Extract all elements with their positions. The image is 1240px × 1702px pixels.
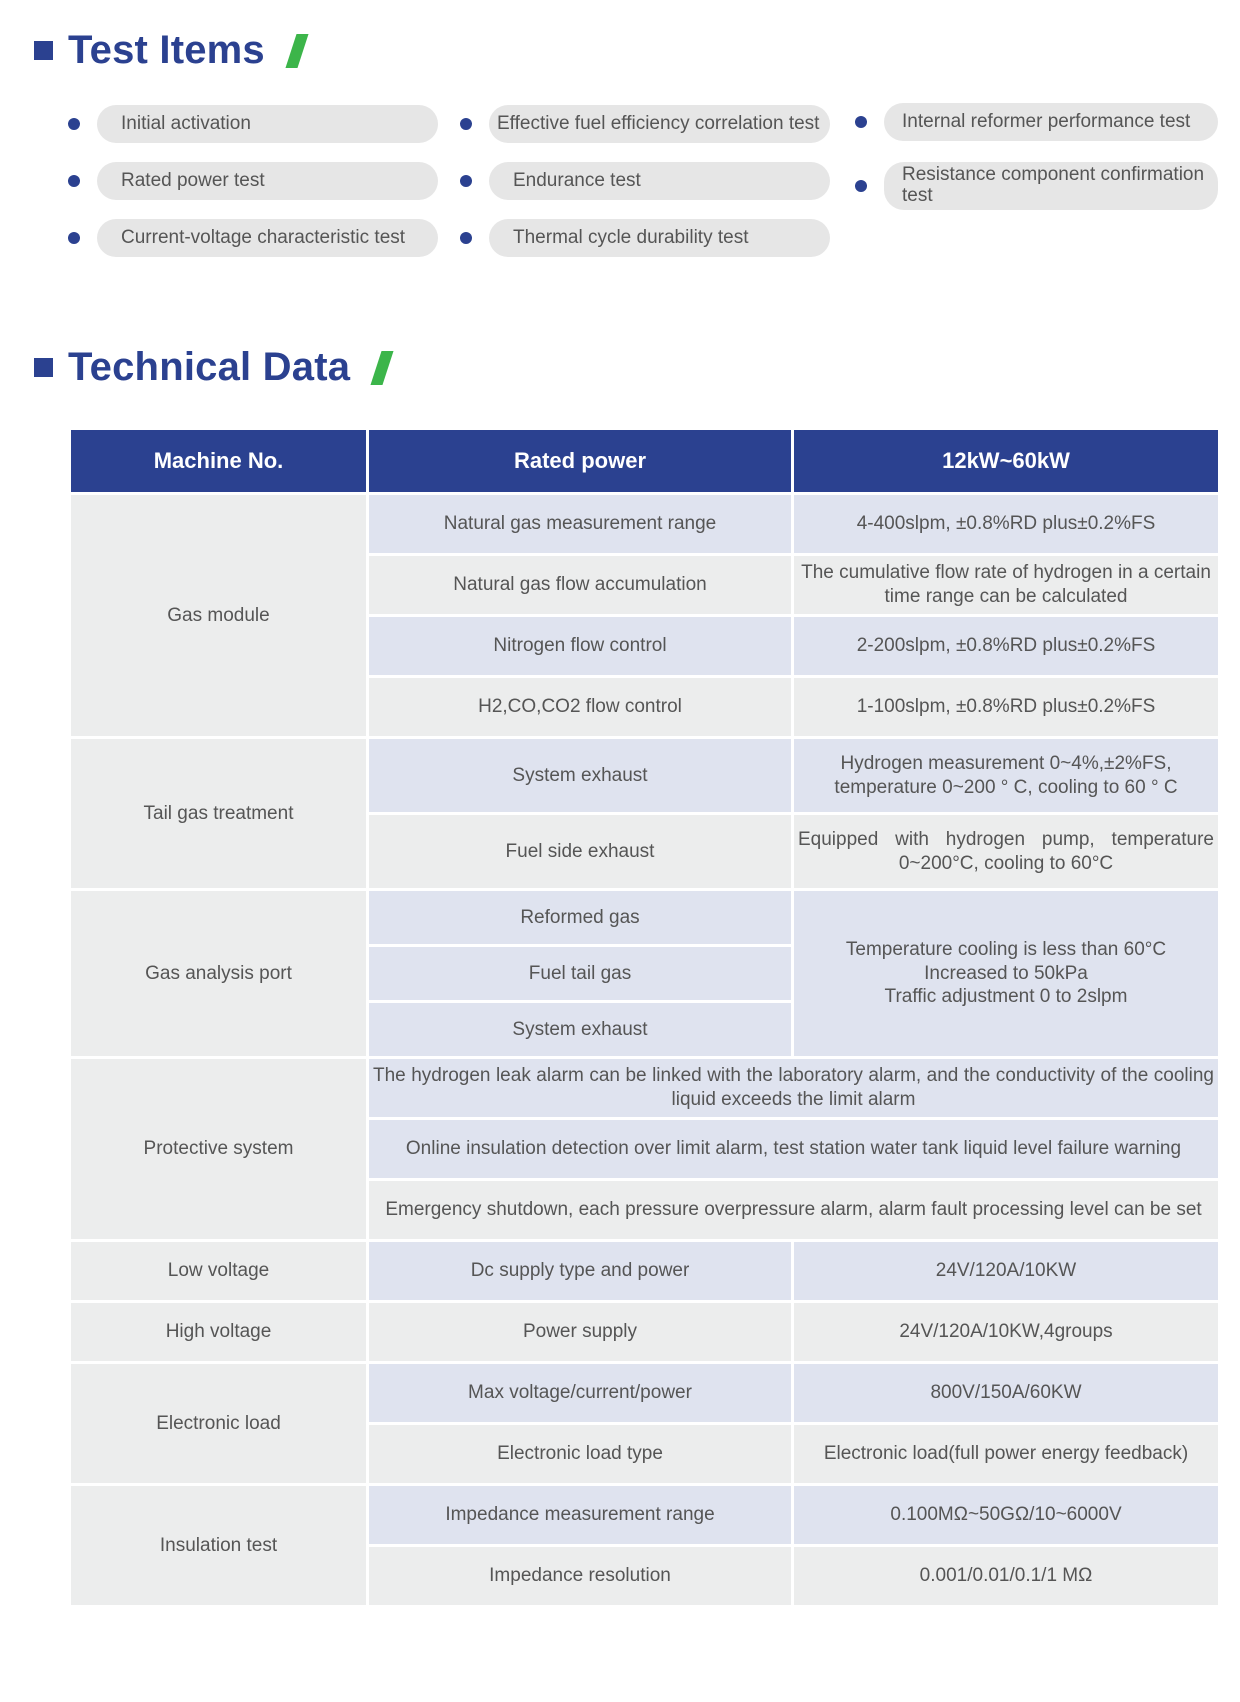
- table-row: [71, 1303, 1218, 1361]
- test-items-heading: [34, 28, 303, 73]
- item-cell: Natural gas measurement range: [369, 495, 791, 553]
- table-row: [71, 891, 1218, 944]
- item-cell: Max voltage/current/power: [369, 1364, 791, 1422]
- test-item: [855, 103, 1218, 141]
- technical-data-title: Technical Data: [68, 345, 351, 389]
- test-item-label: Internal reformer performance test: [884, 103, 1218, 141]
- value-cell: 800V/150A/60KW: [794, 1364, 1218, 1422]
- value-cell: 0.001/0.01/0.1/1 MΩ: [794, 1547, 1218, 1605]
- bullet-icon: [460, 232, 472, 244]
- value-cell: 0.100MΩ~50GΩ/10~6000V: [794, 1486, 1218, 1544]
- table-row: [71, 495, 1218, 553]
- category-insulation: Insulation test: [71, 1486, 366, 1605]
- item-cell: Power supply: [369, 1303, 791, 1361]
- value-line: Temperature cooling is less than 60°C: [845, 938, 1167, 960]
- technical-data-heading: [34, 345, 388, 390]
- protective-cell: The hydrogen leak alarm can be linked with the laboratory alarm, and the conductivity of the cooling liquid exceeds the limit alarm: [369, 1059, 1218, 1117]
- heading-square-icon: [34, 358, 53, 377]
- test-item: [68, 162, 438, 200]
- bullet-icon: [68, 232, 80, 244]
- table-row: [71, 1486, 1218, 1544]
- category-low-voltage: Low voltage: [71, 1242, 366, 1300]
- value-cell: 1-100slpm, ±0.8%RD plus±0.2%FS: [794, 678, 1218, 736]
- item-cell: Electronic load type: [369, 1425, 791, 1483]
- item-cell: Natural gas flow accumulation: [369, 556, 791, 614]
- item-cell: H2,CO,CO2 flow control: [369, 678, 791, 736]
- bullet-icon: [68, 118, 80, 130]
- value-cell: The cumulative flow rate of hydrogen in a certain time range can be calculated: [794, 556, 1218, 614]
- bullet-icon: [855, 180, 867, 192]
- test-item: [855, 162, 1218, 210]
- header-rated-power: Rated power: [369, 430, 791, 492]
- bullet-icon: [68, 175, 80, 187]
- category-gas-module: Gas module: [71, 495, 366, 736]
- table-row: [71, 739, 1218, 812]
- item-cell: Impedance resolution: [369, 1547, 791, 1605]
- category-gas-analysis: Gas analysis port: [71, 891, 366, 1056]
- value-line: Increased to 50kPa: [924, 962, 1088, 984]
- table-row: [71, 1364, 1218, 1422]
- item-cell: Fuel tail gas: [369, 947, 791, 1000]
- test-item-label: Rated power test: [97, 162, 438, 200]
- bullet-icon: [460, 118, 472, 130]
- test-item: [68, 219, 438, 257]
- value-cell: Electronic load(full power energy feedback): [794, 1425, 1218, 1483]
- bullet-icon: [855, 116, 867, 128]
- heading-slash-icon: [285, 34, 308, 68]
- test-item-label: Initial activation: [97, 105, 438, 143]
- value-cell: Equipped with hydrogen pump, temperature 0~200°C, cooling to 60°C: [794, 815, 1218, 888]
- category-protective: Protective system: [71, 1059, 366, 1239]
- test-item: [460, 105, 830, 143]
- item-cell: System exhaust: [369, 1003, 791, 1056]
- value-cell: 24V/120A/10KW,4groups: [794, 1303, 1218, 1361]
- item-cell: Dc supply type and power: [369, 1242, 791, 1300]
- test-item: [460, 219, 830, 257]
- heading-slash-icon: [371, 351, 394, 385]
- test-item-label: Resistance component confirmation test: [884, 162, 1218, 210]
- item-cell: Impedance measurement range: [369, 1486, 791, 1544]
- category-tail-gas: Tail gas treatment: [71, 739, 366, 888]
- test-item-label: Effective fuel efficiency correlation test: [489, 105, 830, 143]
- test-item-label: Current-voltage characteristic test: [97, 219, 438, 257]
- table-header-row: [71, 430, 1218, 492]
- item-cell: Reformed gas: [369, 891, 791, 944]
- test-items-title: Test Items: [68, 28, 265, 72]
- item-cell: Nitrogen flow control: [369, 617, 791, 675]
- technical-data-table: [68, 427, 1221, 1608]
- item-cell: System exhaust: [369, 739, 791, 812]
- item-cell: Fuel side exhaust: [369, 815, 791, 888]
- value-cell: 2-200slpm, ±0.8%RD plus±0.2%FS: [794, 617, 1218, 675]
- header-power-range: 12kW~60kW: [794, 430, 1218, 492]
- test-item: [68, 105, 438, 143]
- test-item: [460, 162, 830, 200]
- bullet-icon: [460, 175, 472, 187]
- heading-square-icon: [34, 41, 53, 60]
- protective-cell: Emergency shutdown, each pressure overpressure alarm, alarm fault processing level can be set: [369, 1181, 1218, 1239]
- value-cell: [794, 891, 1218, 1056]
- test-item-label: Endurance test: [489, 162, 830, 200]
- value-cell: 24V/120A/10KW: [794, 1242, 1218, 1300]
- value-cell: 4-400slpm, ±0.8%RD plus±0.2%FS: [794, 495, 1218, 553]
- table-row: [71, 1059, 1218, 1117]
- header-machine-no: Machine No.: [71, 430, 366, 492]
- value-cell: Hydrogen measurement 0~4%,±2%FS, temperature 0~200 ° C, cooling to 60 ° C: [794, 739, 1218, 812]
- protective-cell: Online insulation detection over limit alarm, test station water tank liquid level failure warning: [369, 1120, 1218, 1178]
- category-high-voltage: High voltage: [71, 1303, 366, 1361]
- value-line: Traffic adjustment 0 to 2slpm: [884, 986, 1128, 1008]
- test-item-label: Thermal cycle durability test: [489, 219, 830, 257]
- category-electronic-load: Electronic load: [71, 1364, 366, 1483]
- table-row: [71, 1242, 1218, 1300]
